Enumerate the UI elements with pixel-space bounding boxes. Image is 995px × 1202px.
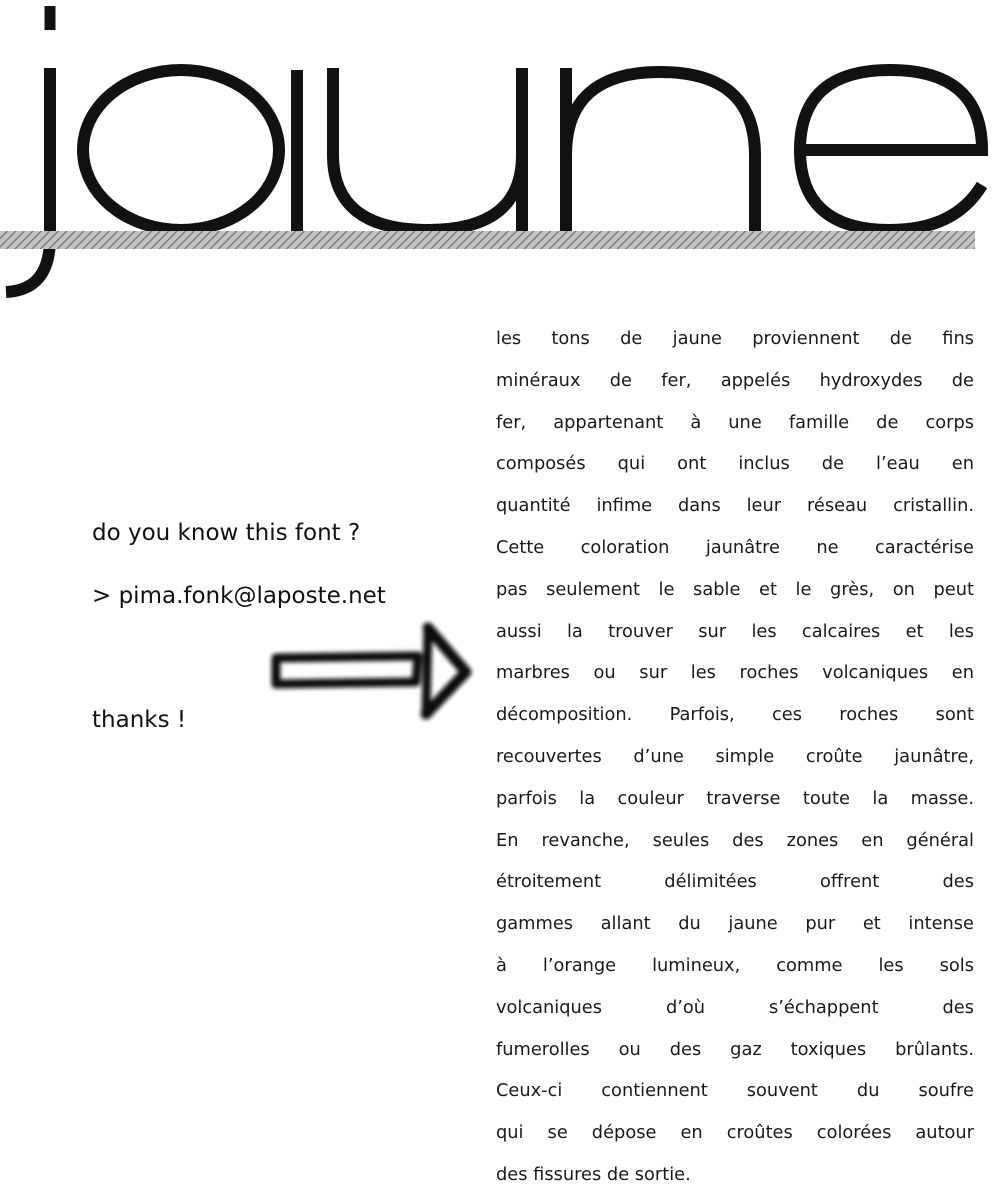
- text-line: volcaniques d’où s’échappent des: [496, 996, 974, 1018]
- text-line: En revanche, seules des zones en général: [496, 829, 974, 851]
- text-line: quantité infime dans leur réseau cristallin.: [496, 495, 974, 517]
- text-line: étroitement délimitées offrent des: [496, 871, 974, 893]
- title-band: [0, 231, 975, 249]
- text-line: à l’orange lumineux, comme les sols: [496, 954, 974, 976]
- text-line: fumerolles ou des gaz toxiques brûlants.: [496, 1038, 974, 1060]
- letter-j: [6, 68, 50, 292]
- letter-u: [333, 68, 522, 232]
- text-line: des fissures de sortie.: [496, 1163, 691, 1185]
- thanks-text: thanks !: [92, 707, 187, 733]
- font-question-text: do you know this font ?: [92, 520, 361, 546]
- text-line: Ceux-ci contiennent souvent du soufre: [496, 1080, 974, 1102]
- text-line: fer, appartenant à une famille de corps: [496, 411, 974, 433]
- letter-a-bowl: [83, 70, 279, 230]
- text-line: marbres ou sur les roches volcaniques en: [496, 662, 974, 684]
- text-line: parfois la couleur traverse toute la masse.: [496, 787, 974, 809]
- text-line: qui se dépose en croûtes colorées autour: [496, 1122, 974, 1144]
- letter-n: [566, 68, 755, 232]
- body-paragraph: [496, 318, 974, 1196]
- text-line: les tons de jaune proviennent de fins: [496, 328, 974, 349]
- letter-e: [800, 70, 982, 230]
- right-arrow-icon: [268, 610, 478, 730]
- text-line: minéraux de fer, appelés hydroxydes de: [496, 369, 974, 391]
- contact-email-text: > pima.fonk@laposte.net: [92, 583, 386, 609]
- text-line: pas seulement le sable et le grès, on peut: [496, 578, 974, 600]
- text-line: composés qui ont inclus de l’eau en: [496, 453, 974, 475]
- text-line: recouvertes d’une simple croûte jaunâtre,: [496, 745, 974, 767]
- title-jaune: [0, 0, 995, 310]
- text-line: aussi la trouver sur les calcaires et les: [496, 620, 974, 642]
- text-line: gammes allant du jaune pur et intense: [496, 913, 974, 935]
- text-line: décomposition. Parfois, ces roches sont: [496, 704, 974, 726]
- text-line: Cette coloration jaunâtre ne caractérise: [496, 536, 974, 558]
